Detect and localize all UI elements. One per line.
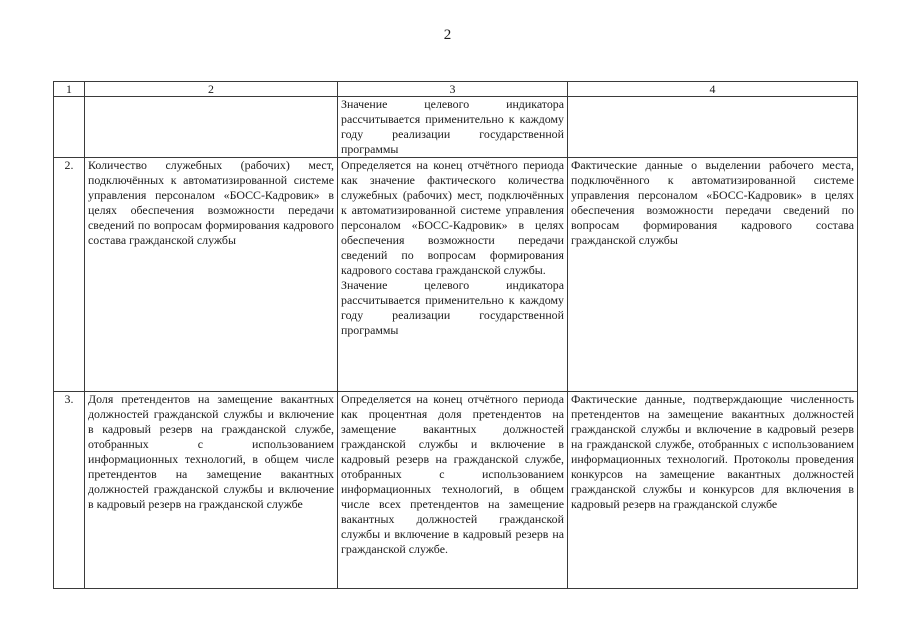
source-text: Фактические данные, подтверждающие численность претендентов на замещение вакантных должностей гражданской службы и включение в кадровый резерв на гражданской службе, отобранных с использованием информационных технологий. Протоколы проведения конкурсов на замещение вакантных должностей гражданской службы и конкурсов для включения в кадровый резерв на гражданской службе: [571, 392, 854, 511]
method-cell: [338, 392, 568, 589]
column-header-3: 3: [338, 82, 568, 97]
indicator-cell: [85, 97, 338, 158]
method-paragraph: Значение целевого индикатора рассчитывается применительно к каждому году реализации государственной программы: [341, 97, 564, 156]
source-cell: [568, 392, 858, 589]
source-cell: [568, 97, 858, 158]
indicator-cell: [85, 392, 338, 589]
indicator-text: Количество служебных (рабочих) мест, подключённых к автоматизированной системе управления персоналом «БОСС-Кадровик» в целях обеспечения возможности передачи сведений по вопросам формирования кадрового состава гражданской службы: [88, 158, 334, 247]
method-paragraph: Определяется на конец отчётного периода как значение фактического количества служебных (рабочих) мест, подключённых к автоматизированной системе управления персоналом «БОСС-Кадровик» в целях обеспечения возможности передачи сведений по вопросам формирования кадрового состава гражданской службы.: [341, 158, 564, 277]
row-number: [54, 97, 85, 158]
method-cell: [338, 97, 568, 158]
row-number: 3.: [54, 392, 85, 589]
column-header-4: 4: [568, 82, 858, 97]
table-row: [54, 158, 858, 392]
indicator-text: Доля претендентов на замещение вакантных должностей гражданской службы и включение в кадровый резерв на гражданской службе, отобранных с использованием информационных технологий, в общем числе претендентов на замещение вакантных должностей гражданской службы и включение в кадровый резерв на гражданской службе: [88, 392, 334, 511]
method-cell: [338, 158, 568, 392]
table-row: [54, 97, 858, 158]
indicators-table: [53, 81, 858, 589]
method-paragraph: Определяется на конец отчётного периода как процентная доля претендентов на замещение вакантных должностей гражданской службы и включение в кадровый резерв на гражданской службе, отобранных с использованием информационных технологий, в общем числе всех претендентов на замещение вакантных должностей гражданской службы и включение в кадровый резерв на гражданской службе.: [341, 392, 564, 556]
column-header-1: 1: [54, 82, 85, 97]
indicator-cell: [85, 158, 338, 392]
table-row: [54, 392, 858, 589]
table-header-row: [54, 82, 858, 97]
column-header-2: 2: [85, 82, 338, 97]
source-cell: [568, 158, 858, 392]
source-text: Фактические данные о выделении рабочего места, подключённого к автоматизированной системе управления персоналом «БОСС-Кадровик» в целях обеспечения возможности передачи сведений по вопросам формирования кадрового состава гражданской службы: [571, 158, 854, 247]
page-number: 2: [443, 27, 452, 43]
row-number: 2.: [54, 158, 85, 392]
method-paragraph: Значение целевого индикатора рассчитывается применительно к каждому году реализации государственной программы: [341, 278, 564, 337]
